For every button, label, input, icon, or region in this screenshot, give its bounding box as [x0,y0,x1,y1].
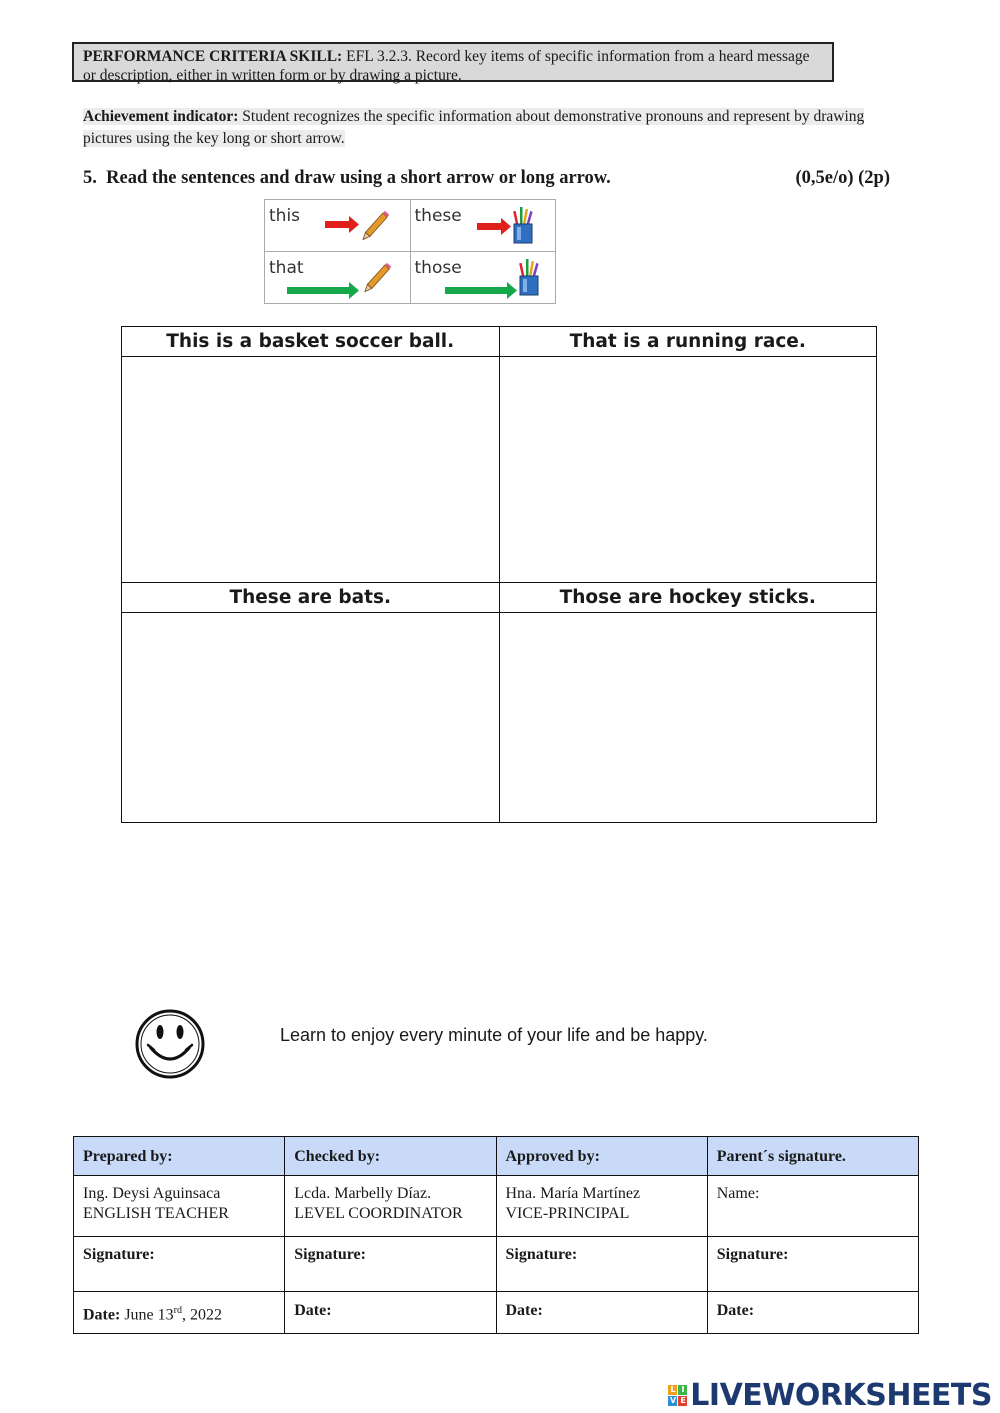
sentence-that: That is a running race. [499,327,877,357]
indicator-text: Student recognizes the specific information about demonstrative pronouns and represent by drawing pictures using the key long or short arrow. [83,108,865,147]
motto-text: Learn to enjoy every minute of your life and be happy. [280,1025,708,1045]
key-cell-these [410,200,556,252]
liveworksheets-logo [668,1378,992,1413]
short-arrow-pencil-icon [265,200,411,251]
drawing-table [121,326,877,823]
sentence-those: Those are hockey sticks. [499,582,877,612]
performance-criteria-box [72,42,834,82]
question-text: Read the sentences and draw using a short arrow or long arrow. [106,168,611,188]
prepared-by-cell [74,1176,285,1237]
long-arrow-pencils-icon [411,252,557,303]
prepared-by-header: Prepared by: [74,1137,285,1176]
key-cell-that [265,252,411,304]
question-heading [83,168,893,189]
parent-name-cell [707,1176,918,1237]
prepared-date: June 13 [124,1306,174,1324]
question-number: 5. [83,168,97,188]
sentence-this: This is a basket soccer ball. [122,327,500,357]
long-arrow-pencil-icon [265,252,411,303]
achievement-indicator [83,106,873,150]
smiley-face-icon [134,1008,206,1080]
prepared-date-cell [74,1292,285,1334]
signature-label: Signature: [74,1237,285,1292]
prepared-date-year: , 2022 [181,1306,222,1324]
prepared-by-role: ENGLISH TEACHER [83,1205,229,1222]
parent-signature-header: Parent´s signature. [707,1137,918,1176]
approved-by-name: Hna. María Martínez [505,1185,641,1202]
criteria-label: PERFORMANCE CRITERIA SKILL: [83,48,343,65]
drawing-area[interactable] [122,612,500,822]
key-word: that [269,258,304,278]
checked-by-role: LEVEL COORDINATOR [294,1205,463,1222]
key-word: those [414,258,462,278]
key-word: this [269,206,301,226]
drawing-area[interactable] [499,357,877,582]
checked-by-cell [285,1176,496,1237]
date-label: Date: [505,1302,543,1319]
checked-by-name: Lcda. Marbelly Díaz. [294,1185,432,1202]
approved-by-cell [496,1176,707,1237]
parent-name-label: Name: [716,1185,760,1202]
key-cell-those [410,252,556,304]
sentence-these: These are bats. [122,582,500,612]
signature-label: Signature: [496,1237,707,1292]
drawing-area[interactable] [499,612,877,822]
approved-by-header: Approved by: [496,1137,707,1176]
arrow-key-table [264,199,556,304]
date-label: Date: [83,1306,121,1324]
date-label: Date: [716,1302,755,1319]
short-arrow-pencils-icon [411,200,557,251]
approval-table [73,1136,919,1334]
brand-name: LIVEWORKSHEETS [690,1378,992,1413]
signature-label: Signature: [285,1237,496,1292]
indicator-label: Achievement indicator: [83,108,239,125]
criteria-text: EFL 3.2.3. Record key items of specific information from a heard message or description, either in written form or by drawing a picture. [83,48,810,84]
prepared-date-suffix: rd [173,1305,182,1316]
question-points: (0,5e/o) (2p) [795,168,890,188]
date-label: Date: [294,1302,332,1319]
approved-by-role: VICE-PRINCIPAL [505,1205,630,1222]
key-cell-this [265,200,411,252]
key-word: these [414,206,462,226]
drawing-area[interactable] [122,357,500,582]
live-logo-icon: L I V E [668,1385,687,1406]
checked-by-header: Checked by: [285,1137,496,1176]
signature-label: Signature: [707,1237,918,1292]
prepared-by-name: Ing. Deysi Aguinsaca [83,1185,221,1202]
